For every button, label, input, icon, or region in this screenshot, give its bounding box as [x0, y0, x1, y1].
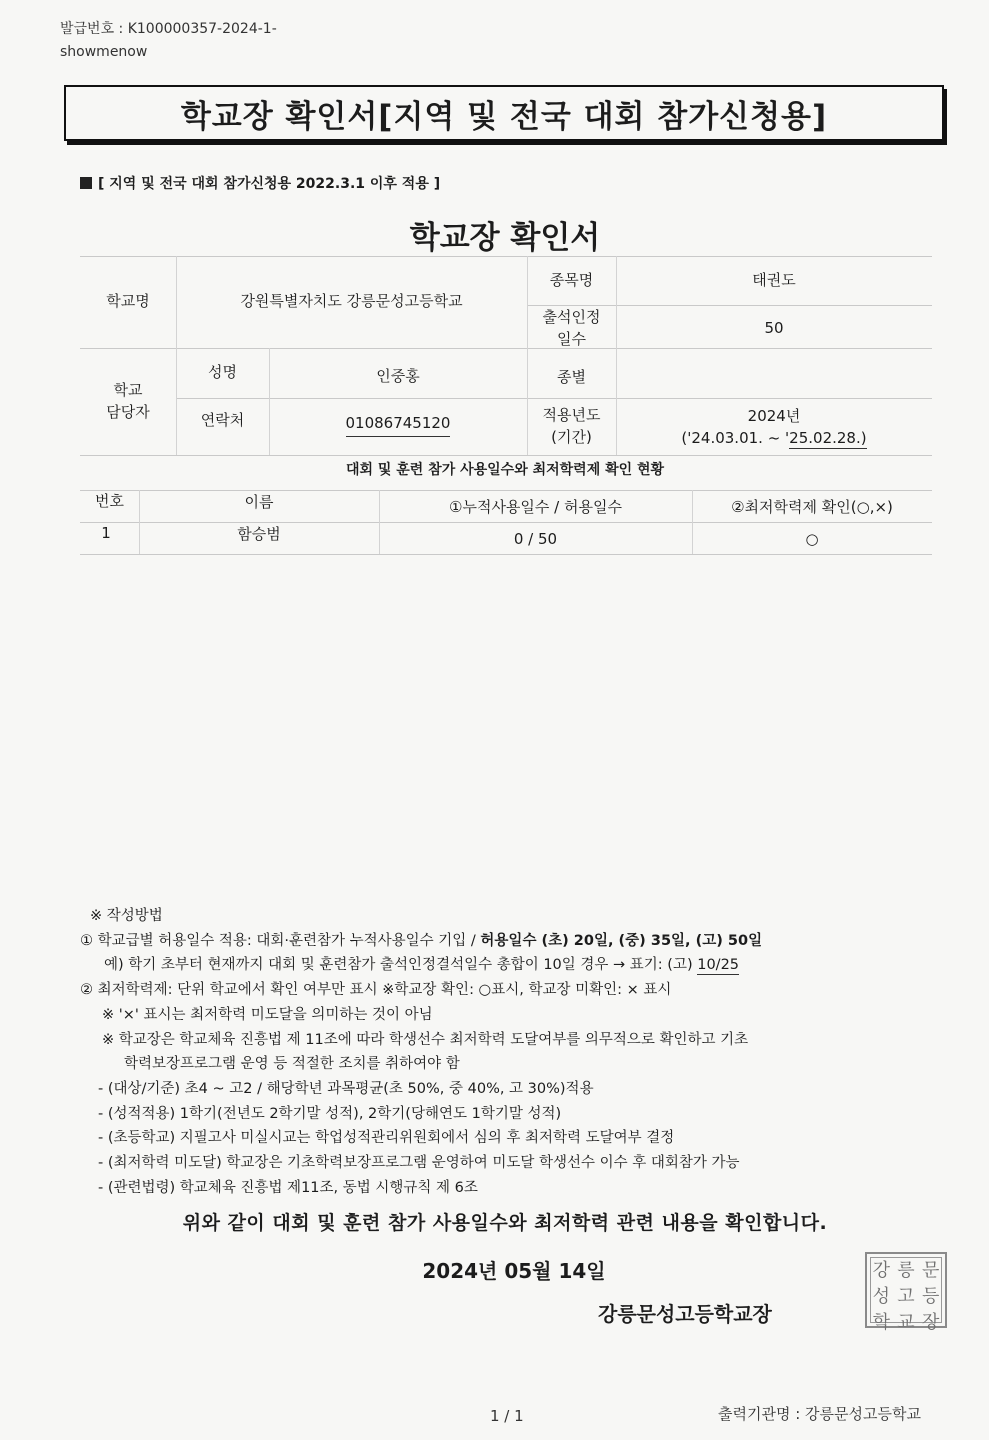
contact-value: 01086745120 — [346, 413, 451, 437]
type-value — [616, 348, 932, 398]
attendance-label-line2: 일수 — [557, 330, 586, 348]
black-square-icon — [80, 177, 92, 189]
note-line: ※ 학교장은 학교체육 진흥법 제 11조에 따라 학생선수 최저학력 도달여부를 의무적으로 확인하고 기초 — [102, 1031, 749, 1048]
writing-instructions — [80, 904, 762, 1200]
type-label: 종별 — [557, 368, 586, 387]
row-number: 1 — [101, 524, 111, 543]
row-name: 함승범 — [237, 525, 281, 544]
note-line: ※ '×' 표시는 최저학력 미도달을 의미하는 것이 아님 — [102, 1006, 433, 1023]
sport-value: 태권도 — [752, 270, 796, 289]
year-value-line1: 2024년 — [747, 407, 801, 426]
seal-char: 등 — [921, 1286, 940, 1307]
note-line: - (관련법령) 학교체육 진흥법 제11조, 동법 시행규칙 제 6조 — [98, 1179, 478, 1196]
attendance-label — [527, 305, 616, 353]
year-label — [527, 403, 616, 451]
note-line-2a: 예) 학기 초부터 현재까지 대회 및 훈련참가 출석인정결석일수 총합이 10일 경우 → 표기: (고) — [104, 957, 698, 974]
boxed-title — [64, 85, 944, 141]
note-line: 학력보장프로그램 운영 등 적절한 조치를 취하여야 함 — [124, 1056, 460, 1073]
seal-char: 학 — [872, 1312, 891, 1333]
seal-char: 릉 — [897, 1260, 915, 1281]
contact-value-cell — [269, 402, 527, 448]
issue-number-suffix: showmenow — [60, 44, 148, 60]
column-header-number: 번호 — [95, 492, 124, 511]
note-line — [80, 953, 762, 978]
column-header-name: 이름 — [244, 493, 274, 512]
year-end: 25.02.28.) — [789, 429, 867, 447]
manager-label-line2: 담당자 — [106, 402, 150, 421]
note-line-1a: ① 학교급별 허용일수 적용: 대회·훈련참가 누적사용일수 기입 / — [80, 932, 481, 949]
seal-char: 문 — [921, 1260, 940, 1281]
boxed-title-text: 학교장 확인서[지역 및 전국 대회 참가신청용] — [180, 98, 828, 135]
school-label: 학교명 — [106, 292, 150, 311]
table-rule — [80, 455, 932, 456]
year-label-line1: 적용년도 — [542, 406, 601, 425]
row-check: ○ — [805, 530, 819, 549]
note-line-2b: 10/25 — [697, 957, 740, 974]
note-line: - (초등학교) 지필고사 미실시교는 학업성적관리위원회에서 심의 후 최저학력 도달여부 결정 — [98, 1130, 675, 1147]
document-title: 학교장 확인서 — [409, 220, 601, 256]
school-seal — [865, 1252, 947, 1333]
note-line: - (대상/기준) 초4 ~ 고2 / 해당학년 과목평균(초 50%, 중 40%, 고 30%)적용 — [98, 1080, 594, 1097]
notice-text: [ 지역 및 전국 대회 참가신청용 2022.3.1 이후 적용 ] — [98, 176, 441, 192]
year-value-line2 — [681, 428, 866, 450]
attendance-value: 50 — [764, 319, 784, 338]
seal-char: 교 — [897, 1312, 915, 1333]
issuing-organization: 출력기관명 : 강릉문성고등학교 — [718, 1405, 921, 1423]
manager-label — [80, 348, 176, 455]
row-days: 0 / 50 — [513, 530, 558, 549]
note-line-1b: 허용일수 (초) 20일, (중) 35일, (고) 50일 — [480, 932, 763, 949]
column-header-days: ①누적사용일수 / 허용일수 — [449, 498, 622, 517]
page-number: 1 / 1 — [490, 1407, 524, 1425]
note-line: - (최저학력 미도달) 학교장은 기초학력보장프로그램 운영하여 미도달 학생선수 이수 후 대회참가 가능 — [98, 1155, 740, 1172]
notice — [80, 173, 440, 193]
status-heading: 대회 및 훈련 참가 사용일수와 최저학력제 확인 현황 — [345, 462, 665, 478]
note-line: ② 최저학력제: 단위 학교에서 확인 여부만 표시 ※학교장 확인: ○표시, 학교장 미확인: × 표시 — [80, 982, 672, 999]
notes-title: ※ 작성방법 — [90, 908, 163, 924]
manager-label-line1: 학교 — [113, 380, 143, 399]
school-value: 강원특별자치도 강릉문성고등학교 — [240, 292, 463, 311]
column-header-check: ②최저학력제 확인(○,×) — [731, 498, 893, 517]
issue-date: 2024년 05월 14일 — [422, 1259, 606, 1283]
seal-char: 장 — [921, 1312, 940, 1333]
name-value: 인중홍 — [376, 367, 420, 386]
note-line — [80, 929, 762, 954]
year-value — [616, 402, 932, 454]
confirmation-statement: 위와 같이 대회 및 훈련 참가 사용일수와 최저학력 관련 내용을 확인합니다. — [182, 1212, 828, 1234]
seal-char: 고 — [897, 1286, 915, 1307]
attendance-label-line1: 출석인정 — [542, 308, 601, 327]
principal-name: 강릉문성고등학교장 — [598, 1302, 772, 1326]
note-line: - (성적적용) 1학기(전년도 2학기말 성적), 2학기(당해연도 1학기말 성적) — [98, 1105, 562, 1122]
seal-char: 강 — [872, 1260, 891, 1281]
name-label: 성명 — [208, 363, 237, 382]
contact-label: 연락처 — [200, 411, 245, 430]
seal-char: 성 — [872, 1286, 891, 1307]
issue-number: 발급번호 : K100000357-2024-1- — [60, 21, 277, 37]
year-start: ('24.03.01. ~ ' — [681, 429, 790, 447]
sport-label: 종목명 — [549, 270, 594, 289]
year-label-line2: (기간) — [551, 428, 592, 446]
table-rule — [80, 554, 932, 555]
